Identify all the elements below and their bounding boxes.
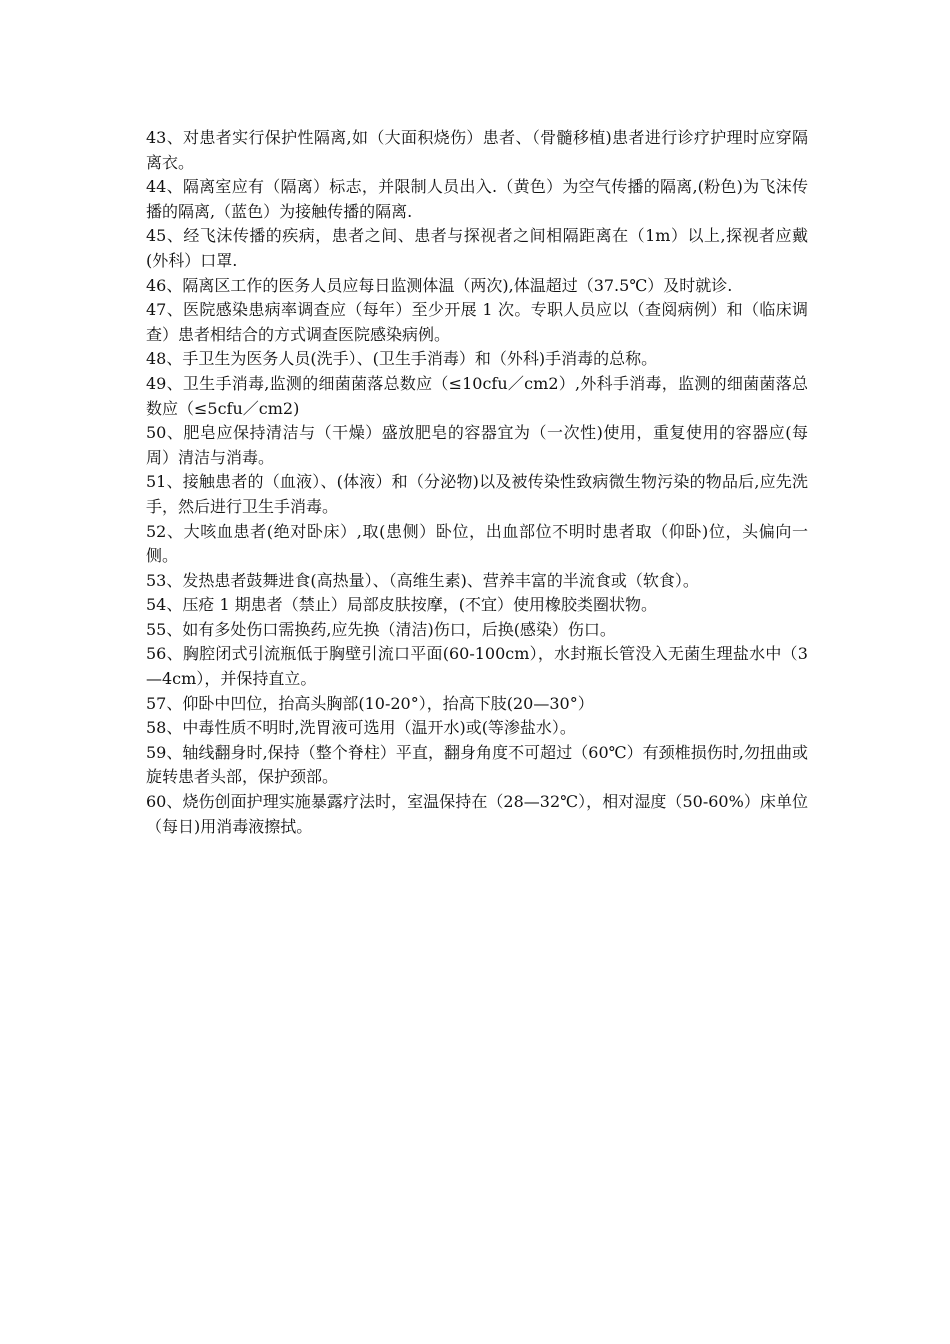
paragraph-51: 51、接触患者的（血液）、(体液）和（分泌物)以及被传染性致病微生物污染的物品后,应先洗手，然后进行卫生手消毒。 (146, 472, 808, 516)
paragraph-45: 45、经飞沫传播的疾病，患者之间、患者与探视者之间相隔距离在（1m）以上,探视者应戴(外科）口罩. (146, 226, 808, 270)
document-body (146, 126, 808, 839)
paragraph-52: 52、大咳血患者(绝对卧床）,取(患侧）卧位，出血部位不明时患者取（仰卧)位，头偏向一侧。 (146, 521, 808, 566)
paragraph-49: 49、卫生手消毒,监测的细菌菌落总数应（≤10cfu／cm2）,外科手消毒，监测的细菌菌落总数应（≤5cfu／cm2) (146, 373, 808, 418)
paragraph-43: 43、对患者实行保护性隔离,如（大面积烧伤）患者、（骨髓移植)患者进行诊疗护理时应穿隔离衣。 (146, 128, 808, 172)
paragraph-59: 59、轴线翻身时,保持（整个脊柱）平直，翻身角度不可超过（60℃）有颈椎损伤时,勿扭曲或旋转患者头部，保护颈部。 (146, 742, 808, 787)
paragraph-53: 53、发热患者鼓舞进食(高热量）、（高维生素)、营养丰富的半流食或（软食）。 (146, 570, 699, 590)
paragraph-48: 48、手卫生为医务人员(洗手）、(卫生手消毒）和（外科)手消毒的总称。 (146, 349, 658, 369)
paragraph-57: 57、仰卧中凹位，抬高头胸部(10-20°），抬高下肢(20—30°） (146, 693, 594, 713)
paragraph-47: 47、医院感染患病率调查应（每年）至少开展 1 次。专职人员应以（查阅病例）和（临床调查）患者相结合的方式调查医院感染病例。 (146, 300, 808, 344)
paragraph-54: 54、压疮 1 期患者（禁止）局部皮肤按摩，(不宜）使用橡胶类圈状物。 (146, 595, 657, 615)
paragraph-60: 60、烧伤创面护理实施暴露疗法时，室温保持在（28—32℃），相对湿度（50-60%）床单位（每日)用消毒液擦拭。 (146, 792, 808, 836)
paragraph-46: 46、隔离区工作的医务人员应每日监测体温（两次),体温超过（37.5℃）及时就诊. (146, 275, 733, 295)
paragraph-44: 44、隔离室应有（隔离）标志，并限制人员出入.（黄色）为空气传播的隔离,(粉色)为飞沫传播的隔离,（蓝色）为接触传播的隔离. (146, 177, 808, 221)
paragraph-50: 50、肥皂应保持清洁与（干燥）盛放肥皂的容器宜为（一次性)使用，重复使用的容器应(每周）清洁与消毒。 (146, 423, 808, 467)
paragraph-55: 55、如有多处伤口需换药,应先换（清洁)伤口，后换(感染）伤口。 (146, 619, 616, 639)
paragraph-58: 58、中毒性质不明时,洗胃液可选用（温开水)或(等渗盐水）。 (146, 718, 576, 738)
paragraph-56: 56、胸腔闭式引流瓶低于胸壁引流口平面(60-100cm），水封瓶长管没入无菌生理盐水中（3—4cm），并保持直立。 (146, 644, 808, 689)
